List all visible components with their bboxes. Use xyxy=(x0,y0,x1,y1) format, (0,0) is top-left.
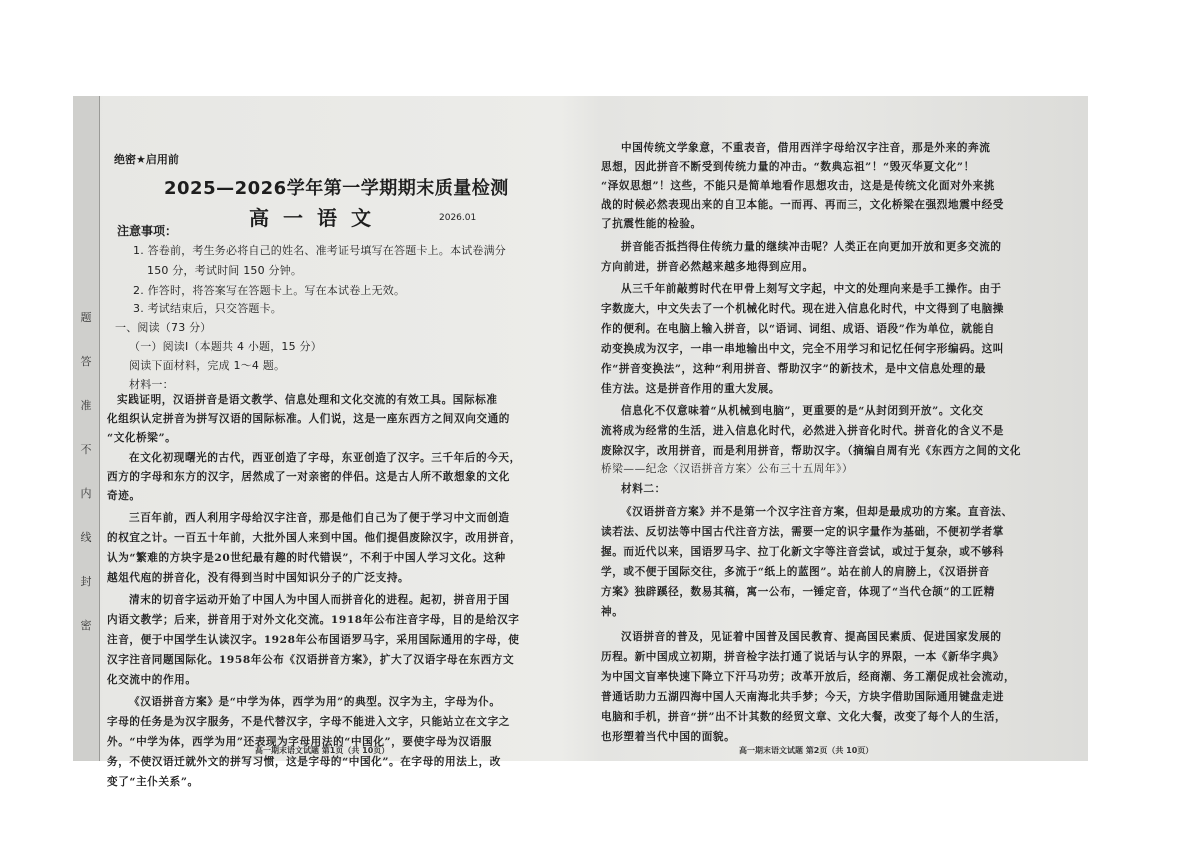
note-line: 1. 答卷前，考生务必将自己的姓名、准考证号填写在答题卡上。本试卷满分 xyxy=(133,244,506,257)
subsection-heading: （一）阅读Ⅰ（本题共 4 小题，15 分） xyxy=(129,340,322,353)
note-line: 2. 作答时，将答案写在答题卡上。写在本试卷上无效。 xyxy=(133,284,406,297)
body-line: 变了“主仆关系”。 xyxy=(107,776,199,788)
body-line: 思想，因此拼音不断受到传统力量的冲击。“数典忘祖”！“毁灭华夏文化”！ xyxy=(601,161,975,173)
body-line: “文化桥梁”。 xyxy=(107,432,177,444)
binding-char: 密 xyxy=(80,619,92,632)
binding-char: 线 xyxy=(80,531,92,544)
body-line: 中国传统文学象意，不重表音，借用西洋字母给汉字注音，那是外来的奔流 xyxy=(621,142,991,154)
body-line: 战的时候必然表现出来的自卫本能。一而再、再而三，文化桥梁在强烈地震中经受 xyxy=(601,199,1004,211)
body-line: 为中国文盲率快速下降立下汗马功劳；改革开放后，经商潮、务工潮促成社会流动， xyxy=(601,671,1016,683)
notes-title: 注意事项： xyxy=(117,224,178,238)
body-line: 动变换成为汉字，一串一串地输出中文，完全不用学习和记忆任何字形编码。这叫 xyxy=(601,343,1004,355)
binding-strip xyxy=(73,96,100,761)
body-line: 历程。新中国成立初期，拼音检字法打通了说话与认字的界限，一本《新华字典》 xyxy=(601,651,1004,663)
page-footer: 高一期末语文试题 第1页（共 10页） xyxy=(255,746,390,755)
body-line: 握。而近代以来，国语罗马字、拉丁化新文字等注音尝试，或过于复杂，或不够科 xyxy=(601,546,1004,558)
body-line: 西方的字母和东方的汉字，居然成了一对亲密的伴侣。这是古人所不敢想象的文化 xyxy=(107,471,510,483)
exam-title: 2025—2026学年第一学期期末质量检测 xyxy=(164,178,509,199)
instruction: 阅读下面材料，完成 1～4 题。 xyxy=(129,359,286,372)
body-line: 务，不使汉语迁就外文的拼写习惯，这是字母的“中国化”。在字母的用法上，改 xyxy=(107,756,501,768)
scanned-exam-photo xyxy=(73,96,1088,788)
body-line: 化交流中的作用。 xyxy=(107,674,197,686)
body-line: 流将成为经常的生活，进入信息化时代，必然进入拼音化时代。拼音化的含义不是 xyxy=(601,425,1004,437)
body-line: 字数庞大，中文失去了一个机械化时代。现在进入信息化时代，中文得到了电脑操 xyxy=(601,303,1004,315)
body-line: 注音，便于中国学生认读汉字。1928年公布国语罗马字，采用国际通用的字母，使 xyxy=(107,634,520,646)
page-footer: 高一期末语文试题 第2页（共 10页） xyxy=(739,746,874,755)
binding-notice xyxy=(77,296,95,648)
note-line: 3. 考试结束后，只交答题卡。 xyxy=(133,302,282,315)
material-label: 材料二： xyxy=(621,483,666,495)
binding-char: 题 xyxy=(80,311,92,324)
body-line: 的权宜之计。一百五十年前，大批外国人来到中国。他们提倡废除汉字，改用拼音， xyxy=(107,532,522,544)
body-line: 学，或不便于国际交往，多流于“纸上的蓝图”。站在前人的肩膀上，《汉语拼音 xyxy=(601,566,990,578)
body-line: 在文化初现曙光的古代，西亚创造了字母，东亚创造了汉字。三千年后的今天， xyxy=(129,452,521,464)
body-line: “泽奴思想”！这些，不能只是简单地看作思想攻击，这是是传统文化面对外来挑 xyxy=(601,180,995,192)
body-line: 方案》独辟蹊径，数易其稿，寓一公布，一锤定音，体现了“当代仓颉”的工匠精 xyxy=(601,586,995,598)
body-line: 普通话助力五湖四海中国人天南海北共手梦；今天，方块字借助国际通用键盘走进 xyxy=(601,691,1004,703)
body-line: 汉字注音同题国际化。1958年公布《汉语拼音方案》，扩大了汉语字母在东西方文 xyxy=(107,654,515,666)
body-line: 废除汉字，改用拼音，而是利用拼音，帮助汉字。（摘编自周有光《东西方之间的文化 xyxy=(601,445,1022,457)
body-line: 作“拼音变换法”，这种“利用拼音、帮助汉字”的新技术，是中文信息处理的最 xyxy=(601,363,986,375)
body-line: 三百年前，西人利用字母给汉字注音，那是他们自己为了便于学习中文而创造 xyxy=(129,512,510,524)
body-line: 汉语拼音的普及，见证着中国普及国民教育、提高国民素质、促进国家发展的 xyxy=(621,631,1002,643)
body-line: 也形塑着当代中国的面貌。 xyxy=(601,731,736,743)
binding-char: 准 xyxy=(80,399,92,412)
body-line: 从三千年前敲剪时代在甲骨上刻写文字起，中文的处理向来是手工操作。由于 xyxy=(621,283,1002,295)
body-line: 奇迹。 xyxy=(107,490,141,502)
body-line: 读若法、反切法等中国古代注音方法，需要一定的识字量作为基础，不便初学者掌 xyxy=(601,526,1004,538)
body-line: 越俎代庖的拼音化，没有得到当时中国知识分子的广泛支持。 xyxy=(107,572,410,584)
citation-line: 桥梁——纪念〈汉语拼音方案〉公布三十五周年》） xyxy=(601,463,854,475)
body-line: 方向前进，拼音必然越来越多地得到应用。 xyxy=(601,261,814,273)
body-line: 信息化不仅意味着“从机械到电脑”，更重要的是“从封闭到开放”。文化交 xyxy=(621,405,984,417)
exam-page-2 xyxy=(601,96,1088,761)
confidential-label: 绝密★启用前 xyxy=(114,153,179,166)
body-line: 佳方法。这是拼音作用的重大发展。 xyxy=(601,383,781,395)
body-line: 《汉语拼音方案》是“中学为体，西学为用”的典型。汉字为主，字母为仆。 xyxy=(129,696,501,708)
body-line: 清末的切音字运动开始了中国人为中国人而拼音化的进程。起初，拼音用于国 xyxy=(129,594,510,606)
body-line: 了抗震性能的检验。 xyxy=(601,218,702,230)
binding-char: 答 xyxy=(80,355,92,368)
body-line: 拼音能否抵挡得住传统力量的继续冲击呢？人类正在向更加开放和更多交流的 xyxy=(621,241,1002,253)
material-label: 材料一： xyxy=(129,378,174,391)
binding-char: 封 xyxy=(80,575,92,588)
binding-char: 不 xyxy=(80,443,92,456)
body-line: 实践证明，汉语拼音是语文教学、信息处理和文化交流的有效工具。国际标准 xyxy=(117,394,498,406)
binding-char: 内 xyxy=(80,487,92,500)
body-line: 字母的任务是为汉字服务，不是代替汉字，字母不能进入文字，只能站立在文字之 xyxy=(107,716,510,728)
exam-page-1 xyxy=(99,96,599,788)
body-line: 《汉语拼音方案》并不是第一个汉字注音方案，但却是最成功的方案。直音法、 xyxy=(621,506,1013,518)
body-line: 作的便利。在电脑上输入拼音，以“语词、词组、成语、语段”作为单位，就能自 xyxy=(601,323,995,335)
subject-title: 高一语文 xyxy=(249,206,385,230)
section-heading: 一、阅读（73 分） xyxy=(115,321,212,334)
exam-date: 2026.01 xyxy=(439,213,477,223)
body-line: 化组织认定拼音为拼写汉语的国际标准。人们说，这是一座东西方之间双向交通的 xyxy=(107,413,510,425)
body-line: 电脑和手机，拼音“拼”出不计其数的经贸文章、文化大餐，改变了每个人的生活， xyxy=(601,711,1007,723)
body-line: 神。 xyxy=(601,606,624,618)
body-line: 内语文教学；后来，拼音用于对外文化交流。1918年公布注音字母，目的是给汉字 xyxy=(107,614,520,626)
body-line: 外。“中学为体，西学为用”还表现为字母用法的“中国化”，要使字母为汉语服 xyxy=(107,736,492,748)
body-line: 认为“繁难的方块字是20世纪最有趣的时代错误”，不利于中国人学习文化。这种 xyxy=(107,552,506,564)
note-line: 150 分，考试时间 150 分钟。 xyxy=(147,264,303,277)
